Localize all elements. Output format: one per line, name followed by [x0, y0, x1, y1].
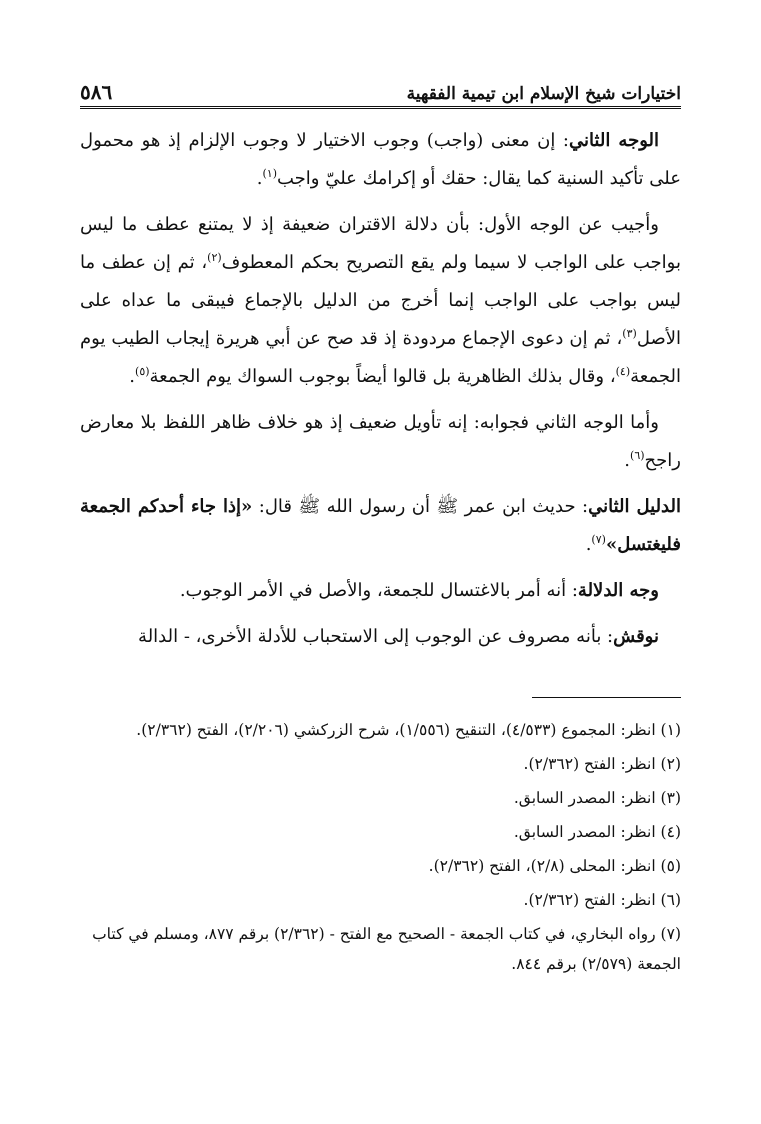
paragraph-label: نوقش — [613, 626, 659, 647]
paragraph: وأجيب عن الوجه الأول: بأن دلالة الاقتران ضعيفة إذ لا يمتنع عطف ما ليس بواجب على الواجب لا سيما ولم يقع التصريح بحكم المعطوف$^{(٢)}$، ثم إن عطف ما ليس بواجب على الواجب إنما أخرج من الدليل بالإجماع فيبقى ما عداه على الأصل$^{(٣)}$، ثم إن دعوى الإجماع مردودة إذ قد صح عن أبي هريرة إيجاب الطيب يوم الجمعة$^{(٤)}$، وقال بذلك الظاهرية بل قالوا أيضاً بوجوب السواك يوم الجمعة$^{(٥)}$. — [80, 214, 681, 387]
paragraph-text: : إن معنى (واجب) وجوب الاختيار لا وجوب الإلزام إذ هو محمول على تأكيد السنية كما يقال: حقك أو إكرامك عليّ واجب — [80, 130, 681, 189]
hadith-quote: «إذا جاء أحدكم الجمعة فليغتسل» — [80, 496, 681, 555]
paragraph-text: : حديث ابن عمر ﷺ أن رسول الله ﷺ قال: — [258, 496, 589, 517]
footnote: (٥) انظر: المحلى (٢/٨)، الفتح (٢/٣٦٢). — [428, 857, 681, 875]
running-title: اختيارات شيخ الإسلام ابن تيمية الفقهية — [406, 84, 681, 104]
main-text — [80, 122, 681, 664]
footnote-separator — [532, 697, 681, 698]
footnotes — [80, 715, 681, 983]
footnote: (٣) انظر: المصدر السابق. — [513, 789, 681, 807]
footnote: (٤) انظر: المصدر السابق. — [513, 823, 681, 841]
paragraph-text: ، ثم إن عطف ما ليس بواجب على الواجب إنما أخرج من الدليل بالإجماع فيبقى ما عداه على الأصل — [80, 252, 681, 349]
footnote-ref: (٥) — [135, 365, 150, 378]
footnote-ref: (١) — [262, 167, 277, 180]
paragraph-text: ، ثم إن دعوى الإجماع مردودة إذ قد صح عن أبي هريرة إيجاب الطيب يوم الجمعة — [80, 328, 681, 387]
paragraph-text: : بأنه مصروف عن الوجوب إلى الاستحباب للأدلة الأخرى، - الدالة — [138, 626, 614, 647]
paragraph-text: : أنه أمر بالاغتسال للجمعة، والأصل في الأمر الوجوب. — [179, 580, 578, 601]
paragraph: وأما الوجه الثاني فجوابه: إنه تأويل ضعيف إذ هو خلاف ظاهر اللفظ بلا معارض راجح$^{(٦)}$. — [80, 412, 681, 471]
footnote-ref: (٦) — [630, 449, 645, 462]
page-number: ٥٨٦ — [80, 80, 113, 104]
footnote: (٢) انظر: الفتح (٢/٣٦٢). — [523, 755, 681, 773]
paragraph-label: الوجه الثاني — [568, 130, 659, 151]
paragraph: الدليل الثاني: حديث ابن عمر ﷺ أن رسول الله ﷺ قال: «إذا جاء أحدكم الجمعة فليغتسل»$^{(٧)}$. — [80, 496, 681, 555]
paragraph: الوجه الثاني: إن معنى (واجب) وجوب الاختيار لا وجوب الإلزام إذ هو محمول على تأكيد السنية كما يقال: حقك أو إكرامك عليّ واجب$^{(١)}$. — [80, 130, 681, 189]
footnote-ref: (٣) — [622, 327, 637, 340]
paragraph-label: الدليل الثاني — [588, 496, 681, 517]
paragraph-text: وأجيب عن الوجه الأول: بأن دلالة الاقتران ضعيفة إذ لا يمتنع عطف ما ليس بواجب على الواجب لا سيما ولم يقع التصريح بحكم المعطوف — [80, 214, 681, 273]
paragraph-text: ، وقال بذلك الظاهرية بل قالوا أيضاً بوجوب السواك يوم الجمعة — [149, 366, 616, 387]
footnote: (١) انظر: المجموع (٤/٥٣٣)، التنقيح (١/٥٥٦)، شرح الزركشي (٢/٢٠٦)، الفتح (٢/٣٦٢). — [136, 721, 681, 739]
footnote-ref: (٤) — [615, 365, 631, 378]
footnote: (٧) رواه البخاري، في كتاب الجمعة - الصحيح مع الفتح - (٢/٣٦٢) برقم ٨٧٧، ومسلم في كتاب الجمعة (٢/٥٧٩) برقم ٨٤٤. — [92, 925, 681, 973]
footnote: (٦) انظر: الفتح (٢/٣٦٢). — [523, 891, 681, 909]
footnote-ref: (٢) — [207, 251, 222, 264]
paragraph — [80, 572, 681, 610]
paragraph — [80, 618, 681, 656]
footnote-ref: (٧) — [591, 533, 606, 546]
paragraph-text: وأما الوجه الثاني فجوابه: إنه تأويل ضعيف إذ هو خلاف ظاهر اللفظ بلا معارض راجح — [80, 412, 681, 471]
page-header — [80, 74, 681, 109]
paragraph-label: وجه الدلالة — [577, 580, 659, 601]
